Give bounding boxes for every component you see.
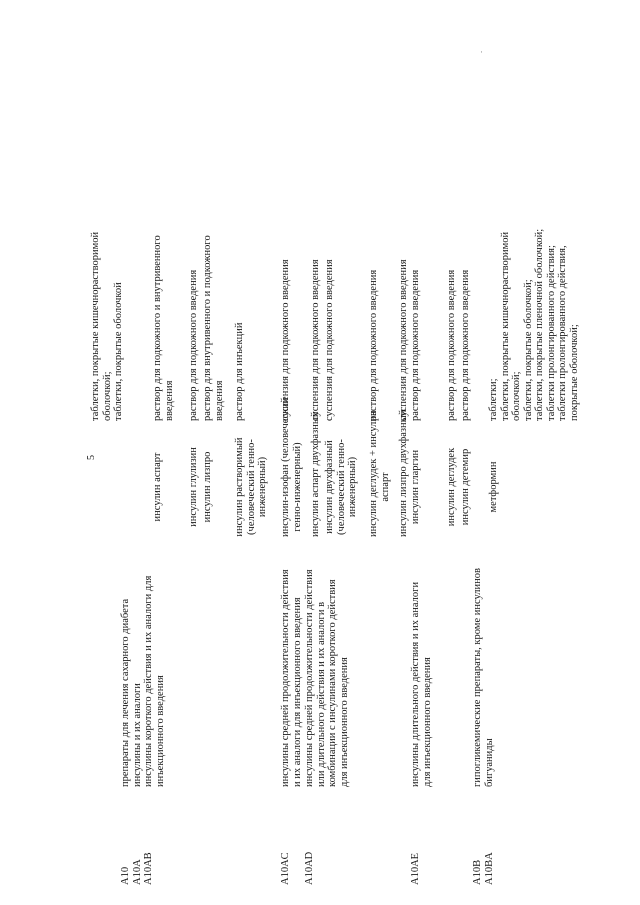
atc-group-name-line: инсулины средней продолжительности действия — [304, 569, 315, 787]
atc-group-name-line: инсулины длительного действия и их аналоги — [410, 581, 421, 787]
atc-code-line: A10A — [131, 859, 143, 885]
dosage-form — [234, 76, 246, 421]
atc-group-name-line: комбинации с инсулинами короткого действия — [327, 579, 338, 787]
drug-name — [324, 437, 359, 537]
atc-group-name-line: инсулины средней продолжительности действия — [280, 569, 291, 787]
dosage-form-line: таблетки пролонгированного действия; — [545, 245, 557, 421]
drug-name — [410, 437, 422, 537]
drug-name-line: метформин — [488, 461, 499, 513]
drug-name — [460, 437, 472, 537]
atc-group-name-line: и их аналоги для инъекционного введения — [291, 597, 303, 787]
dosage-form-line: раствор для подкожного введения — [368, 269, 379, 421]
atc-group-name — [304, 552, 350, 787]
drug-name-line: инсулин гларгин — [410, 449, 421, 525]
drug-name-line: инсулин лизпро — [202, 451, 213, 523]
dosage-form-line: раствор для инъекций — [234, 322, 245, 421]
atc-code — [280, 827, 292, 885]
atc-group-name — [472, 552, 495, 787]
dosage-form — [310, 76, 322, 421]
drug-name-line: инженерный) — [347, 456, 358, 518]
atc-group-name — [410, 552, 433, 787]
atc-group-name-line: препараты для лечения сахарного диабета — [120, 598, 131, 787]
dosage-form-line: таблетки, покрытые оболочкой — [113, 282, 124, 421]
atc-group-name-line: инсулины и их аналоги — [131, 683, 143, 787]
dosage-form-line: введения — [163, 380, 175, 421]
drug-name-line: инсулин растворимый — [234, 437, 245, 537]
drug-name — [368, 410, 391, 537]
dosage-form-line: таблетки, покрытые оболочкой; — [522, 279, 534, 421]
drug-name — [152, 437, 164, 537]
drug-name — [188, 437, 200, 537]
drug-name — [280, 397, 303, 537]
atc-code-line: A10B — [472, 859, 483, 885]
drug-name-line: инсулин глулизин — [188, 447, 199, 527]
dosage-form — [410, 76, 422, 421]
atc-code-line: A10AB — [143, 852, 154, 885]
dosage-form — [488, 76, 580, 421]
dosage-form — [446, 76, 458, 421]
dosage-form — [460, 76, 472, 421]
atc-group-name-line: или длительного действия и их аналоги в — [315, 601, 327, 787]
dosage-form — [324, 76, 336, 421]
drug-name-line: (человеческий генно- — [245, 439, 257, 535]
dosage-form — [368, 76, 380, 421]
drug-name-line: инсулин аспарт — [152, 452, 163, 522]
drug-name-line: генно-инженерный) — [291, 442, 303, 532]
dosage-form-line: введения — [213, 380, 225, 421]
dosage-form-line: раствор для подкожного введения — [188, 269, 199, 421]
dosage-form-line: таблетки пролонгированного действия, — [557, 245, 568, 421]
drug-name-line: инсулин лизпро двухфазный — [398, 409, 409, 537]
dosage-form-line: таблетки, покрытые пленочной оболочкой; — [534, 228, 545, 421]
dosage-form-line: суспензия для подкожного введения — [280, 259, 291, 421]
dosage-form-line: раствор для подкожного введения — [410, 269, 421, 421]
dosage-form-line: раствор для подкожного введения — [460, 269, 471, 421]
atc-group-name-line: инсулины короткого действия и их аналоги для — [143, 575, 154, 787]
dosage-form-line: таблетки, покрытые кишечнорастворимой — [499, 231, 511, 421]
dosage-form-line: оболочкой; — [101, 371, 113, 421]
atc-code — [304, 827, 316, 885]
page-number: 5 — [86, 455, 97, 460]
dosage-form-line: раствор для подкожного введения — [446, 269, 457, 421]
atc-group-name-line: для инъекционного введения — [421, 657, 433, 787]
drug-name-line: аспарт — [379, 472, 391, 502]
dosage-form — [398, 76, 410, 421]
atc-group-name — [280, 552, 303, 787]
dosage-form-line: суспензия для подкожного введения — [398, 259, 409, 421]
dosage-form — [202, 76, 225, 421]
dosage-form-line: таблетки, покрытые кишечнорастворимой — [90, 231, 101, 421]
drug-name-line: инсулин-изофан (человеческий — [280, 397, 291, 537]
drug-name — [398, 409, 410, 537]
dosage-form-line: суспензия для подкожного введения — [310, 259, 321, 421]
drug-name-line: инсулин деглудек — [446, 447, 457, 527]
dosage-form — [90, 76, 125, 421]
dosage-form — [188, 76, 200, 421]
corner-mark: · — [480, 47, 483, 57]
atc-group-name — [120, 552, 166, 787]
atc-group-name-line: бигуаниды — [483, 738, 495, 787]
dosage-form-line: покрытые оболочкой; — [568, 324, 580, 421]
drug-name — [488, 437, 500, 537]
dosage-form — [152, 76, 175, 421]
drug-name-line: инсулин двухфазный — [324, 440, 335, 534]
dosage-form — [280, 76, 292, 421]
drug-name — [310, 411, 322, 537]
atc-group-name-line: гипогликемические препараты, кроме инсулинов — [472, 568, 483, 787]
dosage-form-line: раствор для подкожного и внутривенного — [152, 235, 163, 421]
drug-name — [202, 437, 214, 537]
atc-code-line: A10AC — [280, 852, 291, 885]
atc-code-line: A10BA — [483, 852, 495, 885]
drug-name-line: инсулин аспарт двухфазный — [310, 411, 321, 537]
atc-code-line: A10AE — [410, 852, 421, 885]
dosage-form-line: оболочкой; — [511, 371, 522, 421]
atc-code — [120, 827, 155, 885]
dosage-form-line: суспензия для подкожного введения — [324, 259, 335, 421]
atc-group-name-line: для инъекционного введения — [338, 657, 350, 787]
atc-code-line: A10 — [120, 866, 131, 885]
dosage-form-line: раствор для внутривенного и подкожного — [202, 235, 213, 421]
drug-name — [446, 437, 458, 537]
atc-code-line: A10AD — [304, 851, 315, 885]
atc-group-name-line: инъекционного введения — [154, 675, 166, 787]
atc-code — [410, 827, 422, 885]
atc-code — [472, 827, 495, 885]
drug-name-line: инженерный) — [257, 456, 268, 518]
drug-name-line: инсулин деглудек + инсулин — [368, 410, 379, 537]
drug-name-line: инсулин детемир — [460, 448, 471, 526]
dosage-form-line: таблетки; — [488, 378, 499, 421]
drug-name-line: (человеческий генно- — [335, 439, 347, 535]
drug-name — [234, 437, 269, 537]
